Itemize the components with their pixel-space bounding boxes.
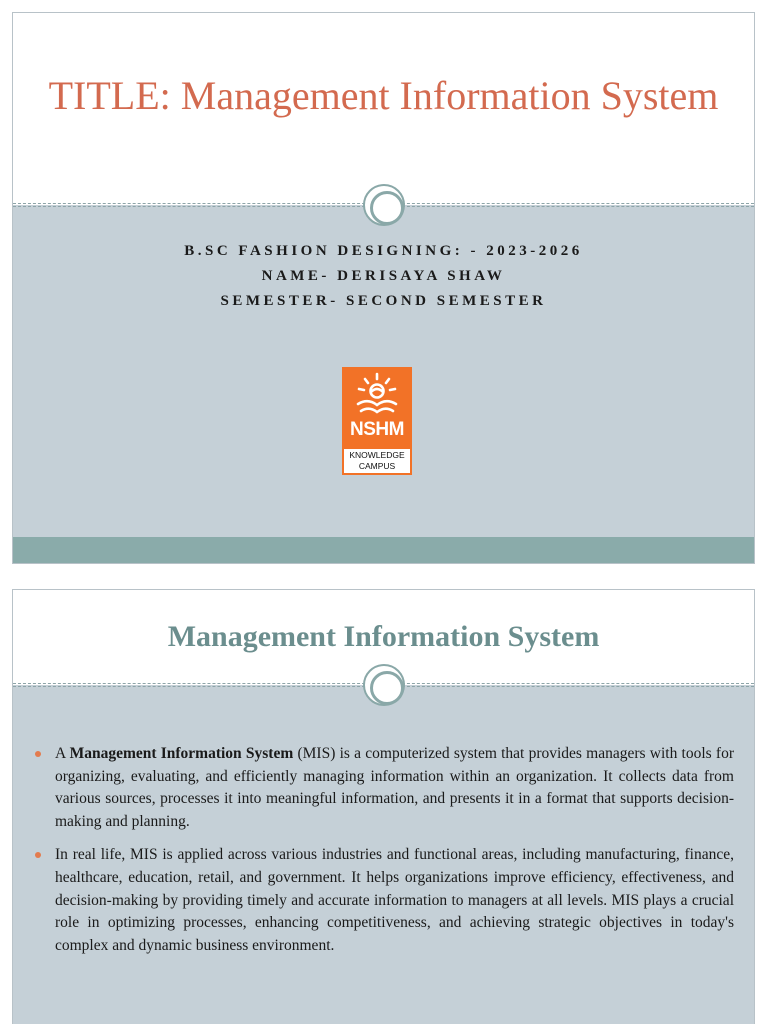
- ring-ornament-icon: [363, 184, 405, 226]
- logo-tagline: [344, 449, 410, 473]
- bullet-text: (MIS) is a computerized system that provides managers with tools for organizing, evaluating, and efficiently managing information within an organization. It collects data from various sources, processes it into meaningful information, and presents it in a format that supports decision-making and planning.: [55, 745, 734, 830]
- content-slide: [12, 589, 755, 1024]
- course-line: B.SC FASHION DESIGNING: - 2023-2026: [184, 243, 583, 259]
- ring-ornament-icon: [363, 664, 405, 706]
- semester-line: SEMESTER- SECOND SEMESTER: [220, 293, 547, 309]
- logo-tagline-line2: CAMPUS: [358, 461, 396, 471]
- nshm-logo: [342, 367, 412, 475]
- bullet-item: [34, 743, 734, 833]
- bullet-dot-icon: [35, 751, 41, 757]
- slide-title: TITLE: Management Information System: [48, 73, 719, 118]
- bullet-dot-icon: [35, 852, 41, 858]
- slide-heading: Management Information System: [167, 620, 600, 653]
- bullet-prefix: A: [55, 745, 70, 762]
- student-name-line: NAME- DERISAYA SHAW: [261, 268, 506, 284]
- bullet-item: [34, 844, 734, 957]
- sun-book-emblem-icon: [352, 371, 402, 417]
- bullet-bold-term: Management Information System: [69, 745, 294, 762]
- logo-tagline-line1: KNOWLEDGE: [349, 450, 405, 460]
- footer-bar: [13, 537, 754, 564]
- title-slide: [12, 12, 755, 564]
- bullet-list: [34, 743, 734, 968]
- bullet-text: In real life, MIS is applied across various industries and functional areas, including manufacturing, finance, healthcare, education, retail, and government. It helps organizations improve efficiency, effectiveness, and decision-making by providing timely and accurate information to managers at all levels. MIS plays a crucial role in optimizing processes, enhancing competitiveness, and achieving strategic objectives in today's complex and dynamic business environment.: [55, 846, 734, 954]
- title-area: [13, 13, 754, 205]
- logo-brand-text: NSHM: [350, 419, 404, 440]
